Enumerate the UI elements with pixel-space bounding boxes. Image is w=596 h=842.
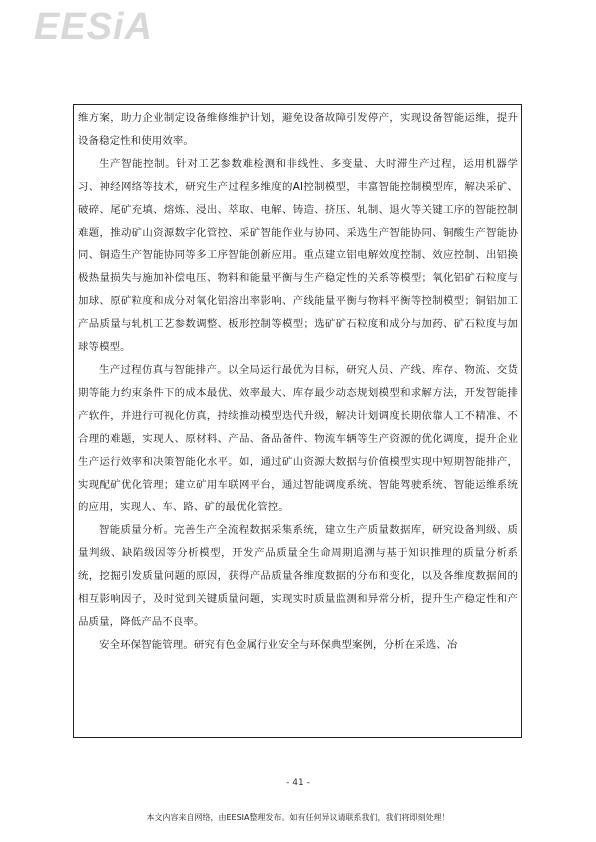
footer-disclaimer: 本文内容来自网络，由EESIA整理发布。如有任何异议请联系我们，我们将即刻处理！ — [146, 813, 450, 822]
page-number: - 41 - — [286, 778, 310, 788]
paragraph-quality-analysis: 智能质量分析。完善生产全流程数据采集系统，建立生产质量数据库，研究设备判级、质量判级、缺陷级因等分析模型，开发产品质量全生命周期追溯与基于知识推理的质量分析系统，挖掘引发质量问题的原因，获得产品质量各维度数据的分布和变化，以及各维度数据间的相互影响因子，及时觉到关键质量问题，实现实时质量监测和异常分析，提升生产稳定性和产品质量，降低产品不良率。 — [78, 524, 518, 628]
eesia-logo: EESiA — [34, 6, 154, 48]
paragraph-continuation: 维方案，助力企业制定设备维修维护计划，避免设备故障引发停产，实现设备智能运维，提升设备稳定性和使用效率。 — [78, 112, 518, 147]
paragraph-safety: 安全环保智能管理。研究有色金属行业安全与环保典型案例，分析在采选、冶 — [99, 638, 458, 651]
paragraph-scheduling: 生产过程仿真与智能排产。以全局运行最优为目标，研究人员、产线、库存、物流、交货期等能力约束条件下的成本最优、效率最大、库存最少动态规划模型和求解方法，开发智能排产软件，并进行可视化仿真，持续推动模型迭代升级，解决计划调度长期依靠人工不精准、不合理的难题，实现人、原材料、产品、备品备件、物流车辆等生产资源的优化调度，提升企业生产运行效率和决策智能化水平。如，通过矿山资源大数据与价值模型实现中短期智能排产，实现配矿优化管理；建立矿用车联网平台，通过智能调度系统、智能驾驶系统、智能运维系统的应用，实现人、车、路、矿的最优化管控。 — [78, 363, 518, 514]
paragraph-production-control: 生产智能控制。针对工艺参数难检测和非线性、多变量、大时滞生产过程，运用机器学习、神经网络等技术，研究生产过程多维度的AI控制模型，丰富智能控制模型库，解决采矿、破碎、尾矿充填、熔炼、浸出、萃取、电解、铸造、挤压、轧制、退火等关键工序的智能控制难题，推动矿山资源数字化管控、采矿智能作业与协同、采选生产智能协同、铜酸生产智能协同、铜造生产智能协同等多工序智能创新应用。重点建立铝电解效度控制、效应控制、出铝换极热量损失与施加补偿电压、物料和能量平衡与生产稳定性的关系等模型；氧化铝矿石粒度与加球、原矿粒度和成分对氧化铝溶出率影响、产线能量平衡与物料平衡等控制模型；铜铝加工产品质量与轧机工艺参数调整、板形控制等模型；选矿矿石粒度和成分与加药、矿石粒度与加球等模型。 — [78, 157, 518, 354]
document-body — [78, 107, 518, 657]
